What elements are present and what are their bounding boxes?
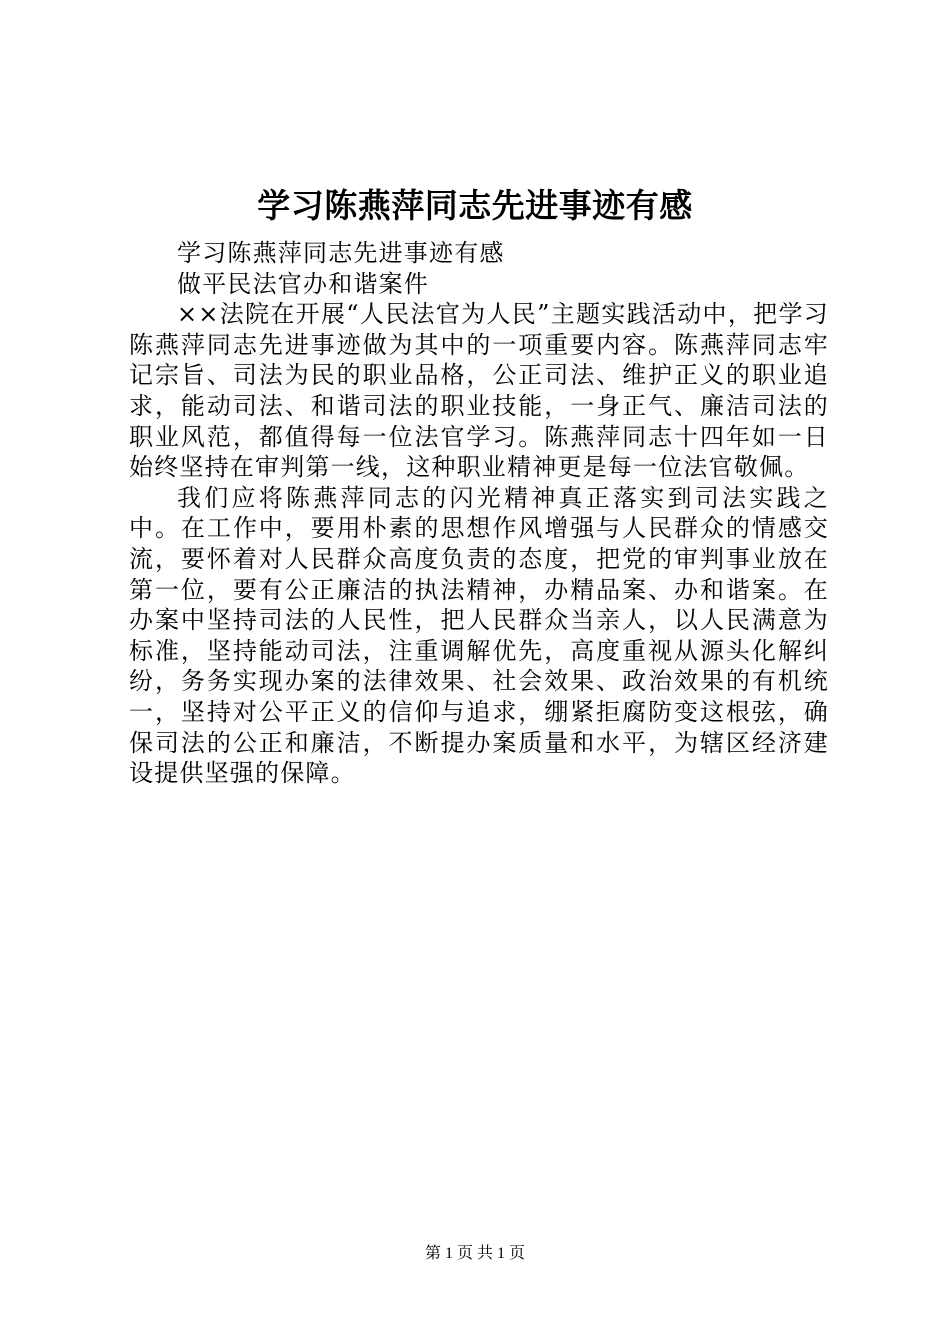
document-title: 学习陈燕萍同志先进事迹有感	[257, 186, 693, 225]
body-paragraph: ××法院在开展“人民法官为人民”主题实践活动中，把学习陈燕萍同志先进事迹做为其中的一项重要内容。陈燕萍同志牢记宗旨、司法为民的职业品格，公正司法、维护正义的职业追求，能动司法、和谐司法的职业技能，一身正气、廉洁司法的职业风范，都值得每一位法官学习。陈燕萍同志十四年如一日始终坚持在审判第一线，这种职业精神更是每一位法官敬佩。	[129, 300, 829, 482]
body-paragraph: 学习陈燕萍同志先进事迹有感	[177, 239, 505, 267]
body-paragraph: 做平民法官办和谐案件	[177, 269, 429, 298]
body-paragraph: 我们应将陈燕萍同志的闪光精神真正落实到司法实践之中。在工作中，要用朴素的思想作风增强与人民群众的情感交流，要怀着对人民群众高度负责的态度，把党的审判事业放在第一位，要有公正廉洁的执法精神，办精品案、办和谐案。在办案中坚持司法的人民性，把人民群众当亲人，以人民满意为标准，坚持能动司法，注重调解优先，高度重视从源头化解纠纷，务务实现办案的法律效果、社会效果、政治效果的有机统一，坚持对公平正义的信仰与追求，绷紧拒腐防变这根弦，确保司法的公正和廉洁，不断提办案质量和水平，为辖区经济建设提供坚强的保障。	[129, 483, 829, 788]
page-footer: 第 1 页 共 1 页	[424, 1245, 525, 1262]
document-body	[129, 238, 829, 789]
